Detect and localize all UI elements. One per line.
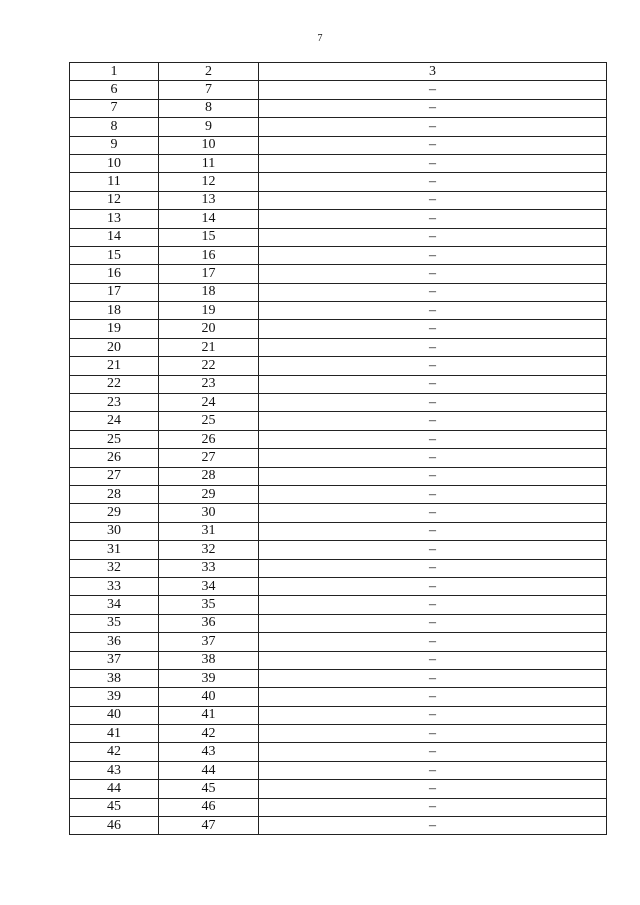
table-row xyxy=(70,485,607,503)
table-cell-col-3: – xyxy=(259,154,607,172)
table-row xyxy=(70,302,607,320)
table-cell-col-3: – xyxy=(259,541,607,559)
table-row xyxy=(70,412,607,430)
table-cell-col-1: 24 xyxy=(70,412,159,430)
table-row xyxy=(70,430,607,448)
table-cell-col-3: – xyxy=(259,706,607,724)
table-cell-col-1: 28 xyxy=(70,485,159,503)
table-row xyxy=(70,338,607,356)
table-cell-col-2: 23 xyxy=(159,375,259,393)
table-cell-col-2: 42 xyxy=(159,725,259,743)
table-cell-col-2: 38 xyxy=(159,651,259,669)
table-cell-col-2: 19 xyxy=(159,302,259,320)
table-cell-col-2: 31 xyxy=(159,522,259,540)
table-row xyxy=(70,283,607,301)
table-cell-col-3: – xyxy=(259,522,607,540)
table-cell-col-3: – xyxy=(259,136,607,154)
table-cell-col-2: 33 xyxy=(159,559,259,577)
table-row xyxy=(70,596,607,614)
table-cell-col-3: – xyxy=(259,725,607,743)
table-cell-col-1: 40 xyxy=(70,706,159,724)
table-cell-col-2: 44 xyxy=(159,761,259,779)
table-cell-col-2: 18 xyxy=(159,283,259,301)
table-cell-col-2: 43 xyxy=(159,743,259,761)
table-cell-col-2: 14 xyxy=(159,210,259,228)
table-cell-col-2: 7 xyxy=(159,81,259,99)
table-cell-col-2: 13 xyxy=(159,191,259,209)
table-cell-col-1: 38 xyxy=(70,669,159,687)
table-row xyxy=(70,669,607,687)
table-cell-col-3: – xyxy=(259,283,607,301)
table-cell-col-2: 39 xyxy=(159,669,259,687)
table-cell-col-2: 9 xyxy=(159,118,259,136)
table-cell-col-3: – xyxy=(259,614,607,632)
table-cell-col-3: – xyxy=(259,504,607,522)
table-row xyxy=(70,504,607,522)
table-cell-col-1: 21 xyxy=(70,357,159,375)
page-number: 7 xyxy=(317,33,323,44)
table-cell-col-2: 41 xyxy=(159,706,259,724)
table-cell-col-1: 15 xyxy=(70,246,159,264)
column-header-3: 3 xyxy=(259,63,607,81)
table-cell-col-2: 28 xyxy=(159,467,259,485)
table-cell-col-1: 42 xyxy=(70,743,159,761)
table-cell-col-2: 45 xyxy=(159,780,259,798)
table-row xyxy=(70,817,607,835)
table-cell-col-3: – xyxy=(259,559,607,577)
table-cell-col-3: – xyxy=(259,338,607,356)
table-cell-col-1: 31 xyxy=(70,541,159,559)
table-row xyxy=(70,725,607,743)
table-row xyxy=(70,541,607,559)
table-row xyxy=(70,81,607,99)
column-header-1: 1 xyxy=(70,63,159,81)
table-cell-col-1: 13 xyxy=(70,210,159,228)
table-cell-col-2: 46 xyxy=(159,798,259,816)
table-cell-col-3: – xyxy=(259,357,607,375)
table-row xyxy=(70,357,607,375)
table-body xyxy=(70,63,607,835)
table-cell-col-1: 12 xyxy=(70,191,159,209)
table-cell-col-1: 41 xyxy=(70,725,159,743)
table-row xyxy=(70,743,607,761)
table-cell-col-1: 17 xyxy=(70,283,159,301)
table-cell-col-2: 37 xyxy=(159,633,259,651)
table-cell-col-3: – xyxy=(259,669,607,687)
table-cell-col-3: – xyxy=(259,228,607,246)
table-cell-col-3: – xyxy=(259,430,607,448)
table-cell-col-1: 10 xyxy=(70,154,159,172)
table-cell-col-3: – xyxy=(259,817,607,835)
table-row xyxy=(70,191,607,209)
table-cell-col-1: 43 xyxy=(70,761,159,779)
table-row xyxy=(70,798,607,816)
table-cell-col-1: 7 xyxy=(70,99,159,117)
table-cell-col-3: – xyxy=(259,688,607,706)
table-cell-col-3: – xyxy=(259,633,607,651)
table-cell-col-3: – xyxy=(259,412,607,430)
table-row xyxy=(70,467,607,485)
table-cell-col-2: 22 xyxy=(159,357,259,375)
table-cell-col-3: – xyxy=(259,320,607,338)
table-cell-col-2: 35 xyxy=(159,596,259,614)
table-cell-col-1: 32 xyxy=(70,559,159,577)
table-cell-col-1: 30 xyxy=(70,522,159,540)
data-table xyxy=(69,62,607,835)
table-cell-col-3: – xyxy=(259,651,607,669)
table-cell-col-3: – xyxy=(259,467,607,485)
table-cell-col-3: – xyxy=(259,265,607,283)
table-cell-col-3: – xyxy=(259,596,607,614)
table-cell-col-1: 36 xyxy=(70,633,159,651)
table-cell-col-2: 21 xyxy=(159,338,259,356)
table-cell-col-1: 44 xyxy=(70,780,159,798)
table-cell-col-3: – xyxy=(259,375,607,393)
table-row xyxy=(70,651,607,669)
table-cell-col-3: – xyxy=(259,780,607,798)
table-cell-col-1: 35 xyxy=(70,614,159,632)
table-cell-col-2: 10 xyxy=(159,136,259,154)
table-cell-col-1: 20 xyxy=(70,338,159,356)
table-row xyxy=(70,228,607,246)
table-cell-col-1: 22 xyxy=(70,375,159,393)
column-header-2: 2 xyxy=(159,63,259,81)
table-cell-col-1: 33 xyxy=(70,577,159,595)
table-cell-col-2: 40 xyxy=(159,688,259,706)
table-row xyxy=(70,210,607,228)
table-cell-col-1: 27 xyxy=(70,467,159,485)
table-cell-col-2: 24 xyxy=(159,394,259,412)
table-cell-col-2: 12 xyxy=(159,173,259,191)
table-cell-col-3: – xyxy=(259,118,607,136)
table-cell-col-2: 16 xyxy=(159,246,259,264)
table-row xyxy=(70,154,607,172)
table-row xyxy=(70,136,607,154)
table-row xyxy=(70,706,607,724)
table-cell-col-1: 19 xyxy=(70,320,159,338)
table-row xyxy=(70,375,607,393)
table-row xyxy=(70,633,607,651)
table-row xyxy=(70,118,607,136)
table-cell-col-3: – xyxy=(259,302,607,320)
table-cell-col-3: – xyxy=(259,246,607,264)
table-cell-col-1: 45 xyxy=(70,798,159,816)
table-cell-col-2: 27 xyxy=(159,449,259,467)
table-cell-col-1: 18 xyxy=(70,302,159,320)
table-cell-col-2: 30 xyxy=(159,504,259,522)
table-cell-col-1: 25 xyxy=(70,430,159,448)
table-cell-col-1: 9 xyxy=(70,136,159,154)
table-cell-col-3: – xyxy=(259,173,607,191)
table-cell-col-1: 37 xyxy=(70,651,159,669)
table-row xyxy=(70,394,607,412)
table-cell-col-2: 47 xyxy=(159,817,259,835)
table-cell-col-2: 32 xyxy=(159,541,259,559)
table-cell-col-3: – xyxy=(259,761,607,779)
table-cell-col-3: – xyxy=(259,394,607,412)
table-cell-col-2: 15 xyxy=(159,228,259,246)
table-cell-col-2: 36 xyxy=(159,614,259,632)
table-cell-col-3: – xyxy=(259,99,607,117)
table-cell-col-3: – xyxy=(259,81,607,99)
table-cell-col-2: 26 xyxy=(159,430,259,448)
table-cell-col-1: 6 xyxy=(70,81,159,99)
table-cell-col-3: – xyxy=(259,449,607,467)
table-row xyxy=(70,688,607,706)
table-cell-col-2: 8 xyxy=(159,99,259,117)
table-row xyxy=(70,559,607,577)
table-cell-col-1: 23 xyxy=(70,394,159,412)
table-row xyxy=(70,780,607,798)
table-row xyxy=(70,320,607,338)
table-cell-col-2: 34 xyxy=(159,577,259,595)
table-cell-col-1: 11 xyxy=(70,173,159,191)
table-cell-col-3: – xyxy=(259,191,607,209)
table-row xyxy=(70,577,607,595)
table-cell-col-3: – xyxy=(259,485,607,503)
table-row xyxy=(70,246,607,264)
table-cell-col-1: 16 xyxy=(70,265,159,283)
table-row xyxy=(70,265,607,283)
table-row xyxy=(70,99,607,117)
table-cell-col-1: 39 xyxy=(70,688,159,706)
table-cell-col-2: 17 xyxy=(159,265,259,283)
table-row xyxy=(70,614,607,632)
table-cell-col-3: – xyxy=(259,210,607,228)
table-cell-col-2: 20 xyxy=(159,320,259,338)
table-cell-col-3: – xyxy=(259,798,607,816)
table-row xyxy=(70,449,607,467)
table-cell-col-1: 34 xyxy=(70,596,159,614)
table-row xyxy=(70,522,607,540)
table-cell-col-2: 25 xyxy=(159,412,259,430)
table-cell-col-1: 46 xyxy=(70,817,159,835)
table-cell-col-1: 29 xyxy=(70,504,159,522)
table-cell-col-1: 8 xyxy=(70,118,159,136)
table-cell-col-3: – xyxy=(259,577,607,595)
table-header-row xyxy=(70,63,607,81)
table-cell-col-3: – xyxy=(259,743,607,761)
table-cell-col-1: 26 xyxy=(70,449,159,467)
table-cell-col-2: 29 xyxy=(159,485,259,503)
table-cell-col-2: 11 xyxy=(159,154,259,172)
table-cell-col-1: 14 xyxy=(70,228,159,246)
table-row xyxy=(70,761,607,779)
table-row xyxy=(70,173,607,191)
